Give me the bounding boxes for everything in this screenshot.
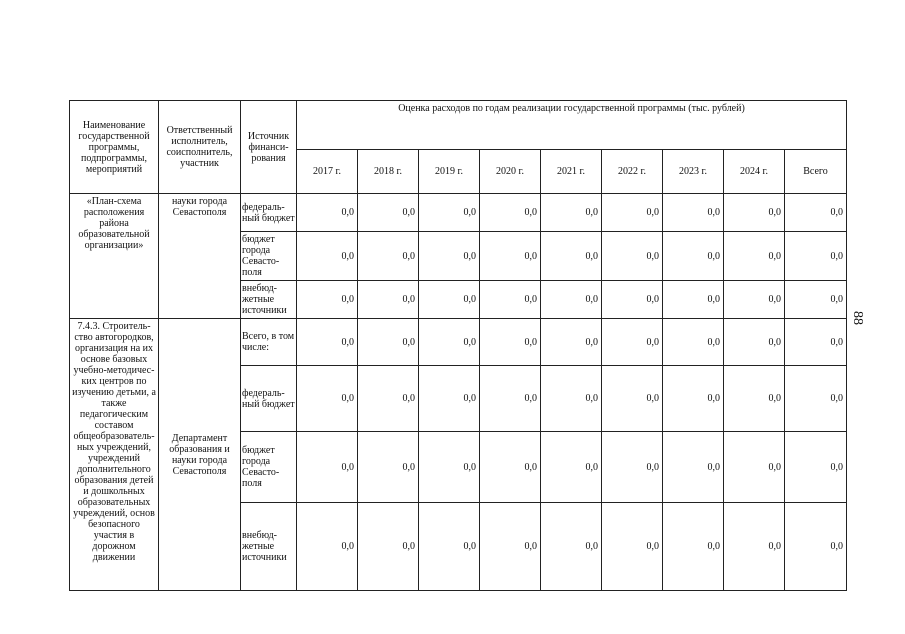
value-cell: 0,0	[419, 432, 480, 503]
header-row	[70, 101, 847, 150]
year-header-cell: 2018 г.	[358, 150, 419, 194]
value-cell: 0,0	[358, 432, 419, 503]
header-executor-cell: Ответственный исполнитель, соисполнитель, участник	[159, 101, 241, 194]
measure-name-cell: «План-схема расположения района образовательной организации»	[70, 194, 159, 319]
source-cell: Всего, в том числе:	[241, 319, 297, 366]
value-cell: 0,0	[724, 232, 785, 281]
value-cell: 0,0	[541, 281, 602, 319]
year-header-cell: 2021 г.	[541, 150, 602, 194]
value-cell: 0,0	[785, 503, 847, 591]
value-cell: 0,0	[541, 503, 602, 591]
value-cell: 0,0	[724, 366, 785, 432]
value-cell: 0,0	[480, 194, 541, 232]
value-cell: 0,0	[480, 503, 541, 591]
value-cell: 0,0	[297, 281, 358, 319]
value-cell: 0,0	[724, 503, 785, 591]
year-header-cell: 2020 г.	[480, 150, 541, 194]
value-cell: 0,0	[480, 232, 541, 281]
value-cell: 0,0	[724, 432, 785, 503]
source-cell: внебюд-жетные источники	[241, 503, 297, 591]
executor-cell: Департамент образования и науки города Севастополя	[159, 319, 241, 591]
source-cell: федераль-ный бюджет	[241, 194, 297, 232]
header-estimate-cell: Оценка расходов по годам реализации государственной программы (тыс. рублей)	[297, 101, 847, 150]
value-cell: 0,0	[602, 319, 663, 366]
value-cell: 0,0	[358, 319, 419, 366]
value-cell: 0,0	[297, 194, 358, 232]
value-cell: 0,0	[663, 432, 724, 503]
value-cell: 0,0	[297, 319, 358, 366]
value-cell: 0,0	[724, 194, 785, 232]
value-cell: 0,0	[663, 194, 724, 232]
measure-name-cell: 7.4.3. Строитель-ство автогородков, организация на их основе базовых учебно-методичес-ких центров по изучению детьми, а также педагогическим составом общеобразователь-ных учреждений, учреждений дополнительного образования детей и дошкольных образовательных учреждений, основ безопасного участия в дорожном движении	[70, 319, 159, 591]
value-cell: 0,0	[785, 194, 847, 232]
value-cell: 0,0	[480, 366, 541, 432]
table-row	[70, 319, 847, 366]
value-cell: 0,0	[541, 232, 602, 281]
value-cell: 0,0	[297, 366, 358, 432]
executor-cell: науки города Севастополя	[159, 194, 241, 319]
header-source-cell: Источник финанси-рования	[241, 101, 297, 194]
year-header-cell: 2024 г.	[724, 150, 785, 194]
year-header-cell: 2022 г.	[602, 150, 663, 194]
value-cell: 0,0	[419, 503, 480, 591]
year-header-cell: 2017 г.	[297, 150, 358, 194]
page-number: 88	[850, 311, 865, 325]
value-cell: 0,0	[602, 432, 663, 503]
value-cell: 0,0	[785, 319, 847, 366]
value-cell: 0,0	[663, 503, 724, 591]
value-cell: 0,0	[785, 281, 847, 319]
value-cell: 0,0	[663, 319, 724, 366]
value-cell: 0,0	[419, 232, 480, 281]
value-cell: 0,0	[419, 319, 480, 366]
header-name-cell: Наименование государственной программы, подпрограммы, мероприятий	[70, 101, 159, 194]
budget-table	[69, 100, 847, 591]
value-cell: 0,0	[297, 232, 358, 281]
value-cell: 0,0	[602, 366, 663, 432]
value-cell: 0,0	[785, 432, 847, 503]
year-header-cell: Всего	[785, 150, 847, 194]
value-cell: 0,0	[724, 319, 785, 366]
value-cell: 0,0	[358, 232, 419, 281]
value-cell: 0,0	[480, 432, 541, 503]
source-cell: бюджет города Севасто-поля	[241, 432, 297, 503]
source-cell: бюджет города Севасто-поля	[241, 232, 297, 281]
value-cell: 0,0	[419, 194, 480, 232]
value-cell: 0,0	[602, 194, 663, 232]
value-cell: 0,0	[663, 232, 724, 281]
value-cell: 0,0	[297, 503, 358, 591]
value-cell: 0,0	[785, 366, 847, 432]
value-cell: 0,0	[419, 366, 480, 432]
value-cell: 0,0	[602, 503, 663, 591]
value-cell: 0,0	[724, 281, 785, 319]
value-cell: 0,0	[358, 366, 419, 432]
value-cell: 0,0	[541, 432, 602, 503]
value-cell: 0,0	[297, 432, 358, 503]
value-cell: 0,0	[358, 281, 419, 319]
value-cell: 0,0	[541, 194, 602, 232]
source-cell: внебюд-жетные источники	[241, 281, 297, 319]
value-cell: 0,0	[663, 281, 724, 319]
value-cell: 0,0	[480, 319, 541, 366]
value-cell: 0,0	[419, 281, 480, 319]
value-cell: 0,0	[358, 194, 419, 232]
value-cell: 0,0	[602, 281, 663, 319]
value-cell: 0,0	[541, 366, 602, 432]
source-cell: федераль-ный бюджет	[241, 366, 297, 432]
value-cell: 0,0	[480, 281, 541, 319]
value-cell: 0,0	[358, 503, 419, 591]
value-cell: 0,0	[785, 232, 847, 281]
year-header-cell: 2019 г.	[419, 150, 480, 194]
year-header-cell: 2023 г.	[663, 150, 724, 194]
value-cell: 0,0	[602, 232, 663, 281]
value-cell: 0,0	[663, 366, 724, 432]
value-cell: 0,0	[541, 319, 602, 366]
table-row	[70, 194, 847, 232]
